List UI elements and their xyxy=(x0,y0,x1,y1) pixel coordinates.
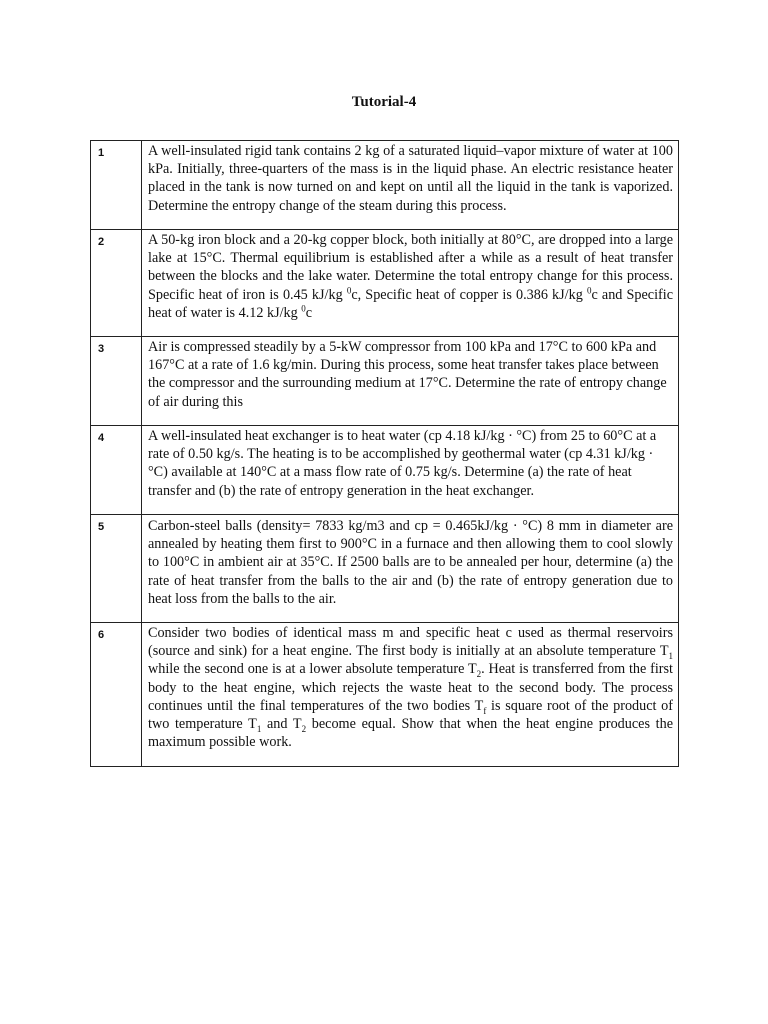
question-text-cell xyxy=(142,141,679,230)
table-row xyxy=(91,141,679,230)
question-number: 1 xyxy=(98,147,105,159)
question-number-cell xyxy=(91,426,142,515)
question-number-cell xyxy=(91,623,142,767)
question-text-cell xyxy=(142,337,679,426)
question-text-cell xyxy=(142,515,679,623)
table-row xyxy=(91,426,679,515)
question-text-cell xyxy=(142,623,679,767)
question-text xyxy=(142,230,678,322)
question-number-cell xyxy=(91,337,142,426)
question-text xyxy=(142,623,678,751)
question-text: Carbon-steel balls (density= 7833 kg/m3 and cp = 0.465kJ/kg · °C) 8 mm in diameter are annealed by heating them first to 900°C in a furnace and then allowing them to cool slowly to 100°C in ambient air at 35°C. If 2500 balls are to be annealed per hour, determine (a) the rate of heat transfer from the balls to the air and (b) the rate of entropy generation due to heat loss from the balls to the air. xyxy=(148,518,673,607)
question-text: A well-insulated rigid tank contains 2 kg of a saturated liquid–vapor mixture of water at 100 kPa. Initially, three-quarters of the mass is in the liquid phase. An electric resistance heater placed in the tank is now turned on and kept on until all the liquid in the tank is vaporized. Determine the entropy change of the steam during this process. xyxy=(148,143,673,214)
table-row xyxy=(91,230,679,337)
question-text: A well-insulated heat exchanger is to heat water (cp 4.18 kJ/kg · °C) from 25 to 60°C at a rate of 0.50 kg/s. The heating is to be accomplished by geothermal water (cp 4.31 kJ/kg · °C) available at 140°C at a mass flow rate of 0.75 kg/s. Determine (a) the rate of heat transfer and (b) the rate of entropy generation in the heat exchanger. xyxy=(148,428,657,499)
question-text-cell xyxy=(142,230,679,337)
question-number: 2 xyxy=(98,236,105,248)
question-text-part: . Heat is transferred from the first body to the heat engine, which rejects the waste heat to the second body. The process continues until the final temperatures of the two bodies T xyxy=(148,661,673,714)
degree-superscript: 0 xyxy=(346,284,352,295)
question-number-cell xyxy=(91,230,142,337)
question-text: Air is compressed steadily by a 5-kW compressor from 100 kPa and 17°C to 600 kPa and 167°C at a rate of 1.6 kg/min. During this process, some heat transfer takes place between the compressor and the surrounding medium at 17°C. Determine the rate of entropy change of air during this xyxy=(148,339,667,410)
question-number-cell xyxy=(91,515,142,623)
subscript: f xyxy=(483,705,487,716)
question-text-cell xyxy=(142,426,679,515)
subscript: 1 xyxy=(256,723,262,734)
subscript: 2 xyxy=(301,723,307,734)
question-text-part: become equal. Show that when the heat engine produces the maximum possible work. xyxy=(148,716,673,751)
question-number-cell xyxy=(91,141,142,230)
subscript: 2 xyxy=(476,669,482,680)
table-row xyxy=(91,337,679,426)
table-row xyxy=(91,623,679,767)
question-text-part: Consider two bodies of identical mass m and specific heat c used as thermal reservoirs (source and sink) for a heat engine. The first body is initially at an absolute temperature T xyxy=(148,625,673,660)
question-text-part: c, Specific heat of copper is 0.386 kJ/kg xyxy=(351,286,587,303)
question-text-part: and T xyxy=(261,716,302,733)
question-text-part: is square root of the product of two temperature T xyxy=(148,697,673,733)
question-text-part: c xyxy=(305,304,313,321)
questions-table xyxy=(90,140,679,767)
subscript: 1 xyxy=(668,651,673,662)
question-number: 6 xyxy=(98,629,105,641)
question-number: 3 xyxy=(98,343,105,355)
question-number: 4 xyxy=(98,432,105,444)
question-number: 5 xyxy=(98,521,105,533)
degree-superscript: 0 xyxy=(301,303,306,314)
degree-superscript: 0 xyxy=(586,284,592,295)
question-text-part: A 50-kg iron block and a 20-kg copper block, both initially at 80°C, are dropped into a large lake at 15°C. Thermal equilibrium is established after a while as a result of heat transfer between the blocks and the lake water. Determine the total entropy change for this process. Specific heat of iron is 0.45 kJ/kg xyxy=(148,232,673,303)
table-row xyxy=(91,515,679,623)
question-text-part: c and Specific heat of water is 4.12 kJ/kg xyxy=(148,286,673,321)
question-text-part: while the second one is at a lower absolute temperature T xyxy=(148,661,477,678)
page-title: Tutorial-4 xyxy=(351,94,417,110)
